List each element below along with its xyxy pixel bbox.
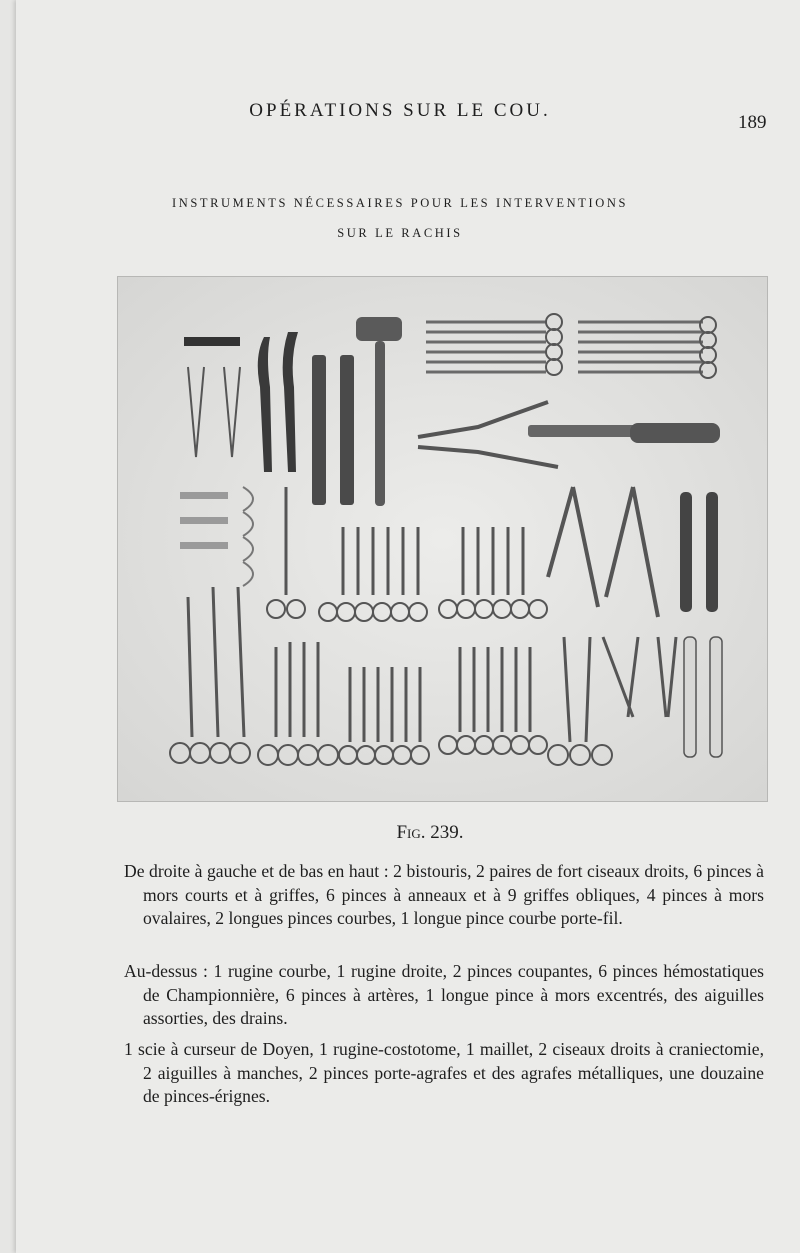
plate-title-line-1: INSTRUMENTS NÉCESSAIRES POUR LES INTERVENTIONS bbox=[171, 196, 629, 210]
figure-caption bbox=[0, 822, 800, 844]
caption-paragraph-1: De droite à gauche et de bas en haut : 2 bistouris, 2 paires de fort ciseaux droits, 6 pinces à mors courts et à griffes, 6 pinces à anneaux et à 9 griffes obliques, 4 pinces à mors ovalaires, 2 longues pinces courbes, 1 longue pince courbe porte-fil. bbox=[124, 861, 764, 928]
caption-paragraph-3: 1 scie à curseur de Doyen, 1 rugine-costotome, 1 maillet, 2 ciseaux droits à craniectomie, 2 aiguilles à manches, 2 pinces porte-agrafes et des agrafes métalliques, une douzaine de pinces-érignes. bbox=[124, 1039, 764, 1106]
page-number: 189 bbox=[738, 112, 767, 133]
figure-label: Fig. bbox=[396, 822, 426, 843]
figure-number: 239. bbox=[430, 822, 464, 843]
running-title: OPÉRATIONS SUR LE COU. bbox=[249, 100, 551, 121]
instruments-photograph bbox=[117, 276, 768, 802]
plate-title-line-2: SUR LE RACHIS bbox=[337, 226, 463, 240]
caption-paragraph-2: Au-dessus : 1 rugine courbe, 1 rugine droite, 2 pinces coupantes, 6 pinces hémostatiques de Championnière, 6 pinces à artères, 1 longue pince à mors excentrés, des aiguilles assorties, des drains. bbox=[124, 961, 764, 1028]
